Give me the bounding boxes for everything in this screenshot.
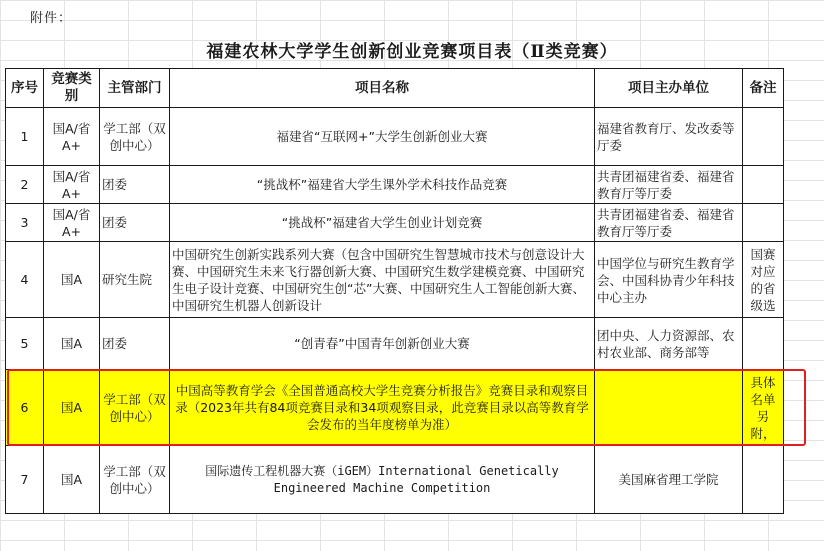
cell-note [743, 446, 784, 514]
cell-organizer: 团中央、人力资源部、农村农业部、商务部等 [597, 327, 735, 360]
cell-name: “挑战杯”福建省大学生创业计划竞赛 [170, 204, 595, 242]
cell-organizer: 共青团福建省委、福建省教育厅等厅委 [595, 204, 743, 242]
header-no: 序号 [6, 69, 44, 108]
cell-no: 4 [6, 242, 44, 318]
cell-note [743, 318, 784, 370]
cell-category: 国A [44, 370, 100, 446]
cell-note [743, 108, 784, 166]
header-note: 备注 [743, 69, 784, 108]
table-row [6, 166, 784, 204]
cell-note-wrap [743, 242, 784, 318]
cell-name: 福建省“互联网+”大学生创新创业大赛 [170, 108, 595, 166]
cell-category: 国A [44, 446, 100, 514]
header-row [6, 69, 784, 108]
cell-dept: 团委 [100, 166, 170, 204]
header-name: 项目名称 [170, 69, 595, 108]
table-row [6, 204, 784, 242]
cell-no: 6 [6, 370, 44, 446]
cell-no: 3 [6, 204, 44, 242]
cell-dept: 团委 [100, 318, 170, 370]
cell-category: 国A [44, 318, 100, 370]
cell-category: 国A/省A+ [44, 204, 100, 242]
table-row [6, 318, 784, 370]
cell-dept: 学工部（双创中心） [100, 370, 170, 446]
cell-name: “创青春”中国青年创新创业大赛 [170, 318, 595, 370]
cell-dept: 研究生院 [100, 242, 170, 318]
cell-organizer: 福建省教育厅、发改委等厅委 [595, 108, 743, 166]
table-row [6, 242, 784, 318]
cell-no: 7 [6, 446, 44, 514]
cell-organizer: 共青团福建省委、福建省教育厅等厅委 [595, 166, 743, 204]
cell-note: 国赛对应的省级选 [750, 246, 776, 313]
table-row [6, 108, 784, 166]
cell-no: 2 [6, 166, 44, 204]
cell-no: 5 [6, 318, 44, 370]
cell-organizer [595, 370, 743, 446]
cell-no: 1 [6, 108, 44, 166]
cell-dept: 学工部（双创中心） [100, 108, 170, 166]
cell-name: 中国高等教育学会《全国普通高校大学生竞赛分析报告》竞赛目录和观察目录（2023年共有84项竞赛目录和34项观察目录，此竞赛目录以高等教育学会发布的当年度榜单为准） [170, 370, 595, 446]
cell-note-wrap [743, 370, 784, 446]
page-title: 福建农林大学学生创新创业竞赛项目表（Ⅱ类竞赛） [206, 42, 618, 62]
header-category: 竞赛类别 [44, 69, 100, 108]
cell-category: 国A/省A+ [44, 166, 100, 204]
attachment-label: 附件： [30, 11, 73, 26]
cell-organizer: 美国麻省理工学院 [595, 446, 743, 514]
cell-name: 中国研究生创新实践系列大赛（包含中国研究生智慧城市技术与创意设计大赛、中国研究生未来飞行器创新大赛、中国研究生数学建模竞赛、中国研究生电子设计竞赛、中国研究生创“芯”大赛、中国研究生人工智能创新大赛、中国研究生机器人创新设计 [172, 246, 585, 313]
cell-name: “挑战杯”福建省大学生课外学术科技作品竞赛 [170, 166, 595, 204]
cell-category: 国A/省A+ [44, 108, 100, 166]
header-dept: 主管部门 [100, 69, 170, 108]
cell-note: 具体名单另附， [750, 374, 776, 441]
table-row-highlighted [6, 370, 784, 446]
cell-note [743, 166, 784, 204]
cell-dept: 学工部（双创中心） [100, 446, 170, 514]
cell-category: 国A [44, 242, 100, 318]
table-row [6, 446, 784, 514]
cell-note [743, 204, 784, 242]
competition-table [5, 68, 784, 514]
cell-organizer-wrap [595, 242, 743, 318]
cell-name: 国际遗传工程机器大赛（iGEM）International Genetically Engineered Machine Competition [170, 446, 595, 514]
cell-organizer: 中国学位与研究生教育学会、中国科协青少年科技中心主办 [597, 255, 735, 305]
cell-name-wrap [170, 242, 595, 318]
header-organizer: 项目主办单位 [595, 69, 743, 108]
cell-organizer-wrap [595, 318, 743, 370]
cell-dept: 团委 [100, 204, 170, 242]
